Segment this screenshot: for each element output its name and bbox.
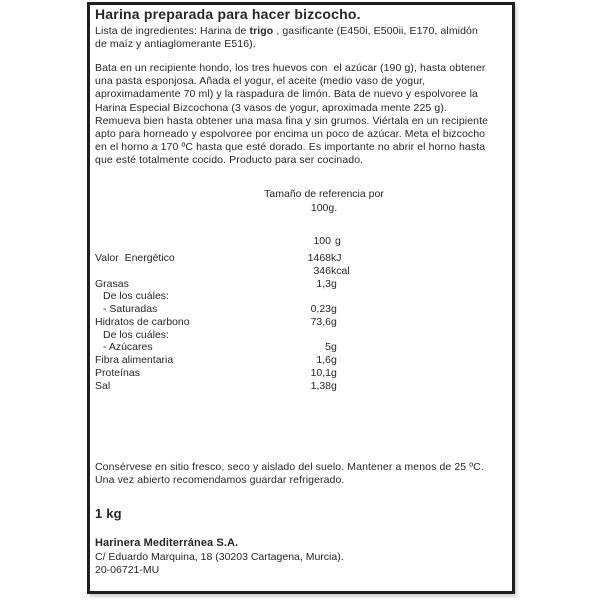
ingredients-suffix: , gasificante (E450i, E500ii, E170, almidón	[273, 25, 478, 37]
nutrition-label: Sal	[95, 379, 111, 392]
nutrition-label: - Azúcares	[103, 341, 153, 354]
nutrition-value: 0,23	[310, 303, 331, 315]
nutrition-row	[90, 316, 512, 329]
nutrition-value: 1,38	[310, 379, 331, 392]
instructions-line: apto para horneado y espolvoree por encima un poco de azúcar. Meta el bizcocho	[95, 128, 486, 141]
nutrition-row	[90, 367, 512, 380]
storage-line: Consérvese en sitio fresco, seco y aislado del suelo. Mantener a menos de 25 ºC.	[95, 461, 484, 473]
ingredients-section	[95, 25, 505, 51]
nutrition-value: 73,6	[310, 315, 331, 328]
preparation-instructions	[95, 62, 507, 168]
manufacturer-name: Harinera Mediterránea S.A.	[95, 537, 239, 549]
nutrition-unit: g	[331, 366, 337, 379]
nutrition-row	[90, 354, 512, 367]
nutrition-value: 5	[325, 341, 331, 354]
nutrition-label: - Saturadas	[103, 303, 158, 315]
nutrition-unit: g	[331, 379, 337, 392]
nutrition-unit: kJ	[331, 252, 342, 264]
ingredients-prefix: Lista de ingredientes: Harina de	[95, 25, 250, 37]
nutrition-row	[90, 290, 512, 303]
instructions-line: Bata en un recipiente hondo, los tres huevos con el azúcar (190 g), hasta obtener	[95, 62, 486, 74]
instructions-line: Remueva bien hasta obtener una masa fina y sin grumos. Viértala en un recipiente	[95, 114, 489, 127]
nutrition-row	[90, 278, 512, 291]
serving-line: Tamaño de referencia por	[264, 188, 384, 200]
serving-line: 100g.	[310, 201, 338, 214]
nutrition-value: 346	[313, 264, 331, 277]
nutrition-header-value: 100	[313, 235, 331, 247]
nutrition-label: Fibra alimentaria	[95, 354, 174, 366]
allergen-highlight: trigo	[249, 25, 274, 37]
nutrition-row	[90, 380, 512, 393]
product-label	[87, 2, 515, 594]
product-title: Harina preparada para hacer bizcocho.	[95, 6, 361, 22]
nutrition-label: De los cuáles:	[103, 290, 169, 303]
nutrition-value: 1,3	[316, 277, 331, 290]
ingredients-line: de maíz y antiaglomerante E516).	[95, 38, 256, 51]
nutrition-unit: g	[331, 277, 337, 290]
nutrition-header-unit: g	[335, 235, 341, 247]
nutrition-label: De los cuáles:	[103, 328, 169, 341]
instructions-line: en el horno a 170 ºC hasta que esté dorado. Es importante no abrir el horno hasta	[95, 141, 486, 154]
nutrition-row	[90, 341, 512, 354]
instructions-line: que esté totalmente cocido. Producto para ser cocinado.	[95, 154, 364, 167]
nutrition-row	[90, 265, 512, 278]
nutrition-unit: g	[331, 341, 337, 354]
serving-size-note	[184, 188, 464, 216]
manufacturer-address: C/ Eduardo Marquina, 18 (30203 Cartagena, Murcia).	[95, 550, 344, 563]
storage-instructions	[95, 461, 507, 487]
nutrition-value: 10,1	[310, 366, 331, 379]
nutrition-table	[90, 252, 512, 392]
nutrition-column-header	[90, 235, 512, 248]
instructions-line: aproximadamente 70 ml) y la raspadura de limón. Bata de nuevo y espolvoree la	[95, 88, 478, 101]
net-weight: 1 kg	[95, 506, 122, 521]
nutrition-label: Grasas	[95, 277, 129, 290]
nutrition-unit: g	[331, 303, 337, 315]
nutrition-label: Hidratos de carbono	[95, 315, 190, 328]
instructions-line: Harina Especial Bizcochona (3 vasos de yogur, aproximada mente 225 g).	[95, 101, 447, 114]
nutrition-row	[90, 252, 512, 265]
nutrition-unit: g	[331, 354, 337, 366]
registration-number: 20-06721-MU	[95, 564, 160, 577]
storage-line: Una vez abierto recomendamos guardar refrigerado.	[95, 474, 345, 487]
nutrition-row	[90, 329, 512, 342]
nutrition-unit: kcal	[331, 264, 350, 277]
nutrition-label: Valor Energético	[95, 252, 175, 264]
nutrition-row	[90, 303, 512, 316]
nutrition-value: 1,6	[316, 354, 331, 366]
ingredients-line	[95, 25, 505, 38]
instructions-line: una pasta esponjosa. Añada el yogur, el aceite (medio vaso de yogur,	[95, 75, 426, 88]
nutrition-label: Proteínas	[95, 366, 140, 379]
nutrition-value: 1468	[307, 252, 331, 264]
nutrition-unit: g	[331, 315, 337, 328]
manufacturer-section	[95, 537, 344, 578]
